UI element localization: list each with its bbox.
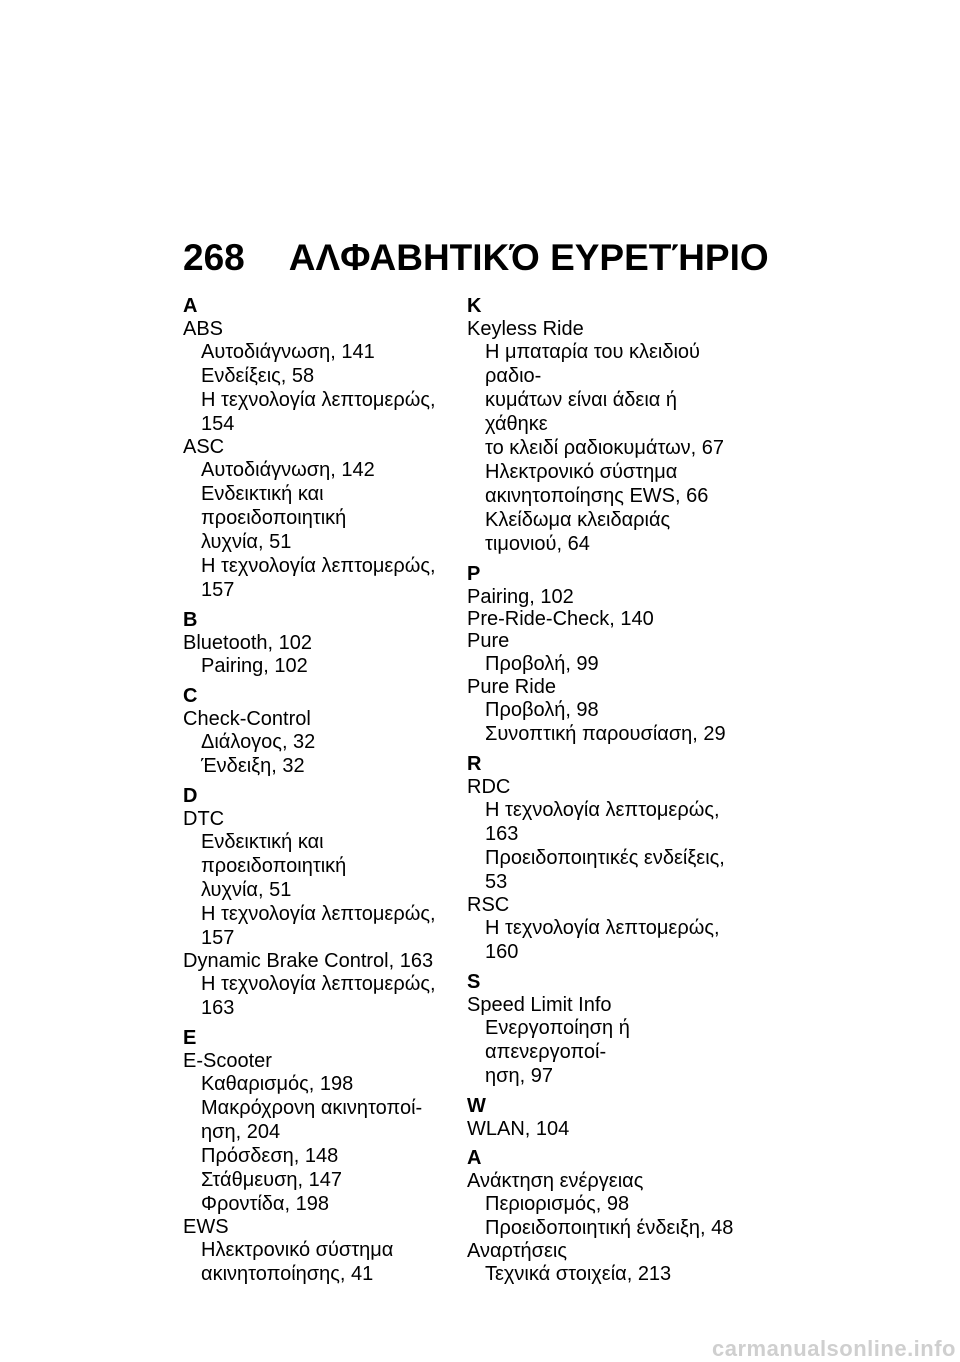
index-entry — [467, 894, 742, 964]
sub-entry-line: ηση, 97 — [485, 1065, 553, 1087]
sub-entry — [467, 1192, 742, 1216]
sub-entry-line: Τεχνικά στοιχεία, 213 — [485, 1263, 672, 1285]
sub-entry-line: Προβολή, 98 — [485, 699, 599, 721]
sub-entry-line: Στάθμευση, 147 — [201, 1169, 343, 1191]
sub-entry — [467, 652, 742, 676]
index-entry — [183, 950, 458, 1020]
sub-entry-line: Ηλεκτρονικό σύστημα — [485, 461, 678, 483]
entry-term: Bluetooth, 102 — [183, 632, 312, 654]
index-entry — [467, 776, 742, 894]
entry-term: RDC — [467, 776, 511, 798]
sub-entry-line: κυμάτων είναι άδεια ή χάθηκε — [485, 389, 678, 435]
sub-entry-line: λυχνία, 51 — [201, 531, 292, 553]
sub-entry-line: Αυτοδιάγνωση, 142 — [201, 459, 375, 481]
index-section — [183, 784, 458, 1020]
sub-entry-line: το κλειδί ραδιοκυμάτων, 67 — [485, 437, 725, 459]
index-section — [467, 294, 742, 556]
sub-entry — [467, 916, 742, 964]
page-header — [183, 236, 769, 280]
index-entry — [467, 586, 742, 608]
section-letter: Α — [467, 1147, 482, 1169]
sub-entry — [183, 340, 458, 364]
section-letter: P — [467, 563, 481, 585]
index-column-right — [467, 294, 742, 1292]
index-entry — [183, 1216, 458, 1286]
index-section — [183, 294, 458, 602]
sub-entry — [183, 554, 458, 602]
sub-entry — [183, 458, 458, 482]
sub-entry-line: Συνοπτική παρουσίαση, 29 — [485, 723, 726, 745]
sub-entry-line: ηση, 204 — [201, 1121, 281, 1143]
entry-term: Pairing, 102 — [467, 586, 574, 608]
sub-entry — [183, 972, 458, 1020]
index-section — [467, 752, 742, 964]
index-section — [467, 1146, 742, 1286]
entry-term: ASC — [183, 436, 225, 458]
sub-entry-line: Προειδοποιητικές ενδείξεις, 53 — [485, 847, 725, 893]
entry-term: EWS — [183, 1216, 229, 1238]
entry-term: RSC — [467, 894, 510, 916]
index-entry — [467, 1240, 742, 1286]
sub-entry — [467, 722, 742, 746]
sub-entry — [467, 508, 742, 556]
index-entry — [183, 632, 458, 678]
sub-entry — [467, 846, 742, 894]
sub-entry — [183, 1072, 458, 1096]
entry-term: Speed Limit Info — [467, 994, 612, 1016]
section-letter: E — [183, 1027, 197, 1049]
index-entry — [183, 708, 458, 778]
sub-entry-line: Καθαρισμός, 198 — [201, 1073, 354, 1095]
sub-entry-line: Pairing, 102 — [201, 655, 308, 677]
sub-entry-line: Η τεχνολογία λεπτομερώς, 160 — [485, 917, 720, 963]
sub-entry-line: Ένδειξη, 32 — [201, 755, 305, 777]
sub-entry-line: Διάλογος, 32 — [201, 731, 316, 753]
sub-entry — [183, 902, 458, 950]
entry-term: Αναρτήσεις — [467, 1240, 567, 1262]
sub-entry-line: Προβολή, 99 — [485, 653, 599, 675]
sub-entry-line: Προειδοποιητική ένδειξη, 48 — [485, 1217, 734, 1239]
sub-entry — [183, 388, 458, 436]
sub-entry-line: Ενεργοποίηση ή απενεργοποί- — [485, 1017, 630, 1063]
section-letter: C — [183, 685, 198, 707]
index-section — [467, 562, 742, 746]
section-letter: D — [183, 785, 198, 807]
sub-entry-line: λυχνία, 51 — [201, 879, 292, 901]
sub-entry — [467, 460, 742, 508]
entry-term: Keyless Ride — [467, 318, 584, 340]
sub-entry — [183, 364, 458, 388]
sub-entry — [183, 654, 458, 678]
section-letter: A — [183, 295, 198, 317]
index-entry — [183, 808, 458, 950]
sub-entry-line: Φροντίδα, 198 — [201, 1193, 329, 1215]
index-entry — [467, 630, 742, 676]
index-section — [467, 1094, 742, 1140]
sub-entry — [183, 1144, 458, 1168]
index-section — [467, 970, 742, 1088]
sub-entry-line: Ενδεικτική και προειδοποιητική — [201, 483, 347, 529]
sub-entry — [183, 1238, 458, 1286]
sub-entry — [183, 1096, 458, 1144]
sub-entry-line: Η μπαταρία του κλειδιού ραδιο- — [485, 341, 700, 387]
page-title: ΑΛΦΑΒΗΤΙΚΌ ΕΥΡΕΤΉΡΙΟ — [288, 237, 769, 278]
section-letter: W — [467, 1095, 486, 1117]
sub-entry-line: Η τεχνολογία λεπτομερώς, 154 — [201, 389, 436, 435]
index-entry — [467, 994, 742, 1088]
entry-term: WLAN, 104 — [467, 1118, 570, 1140]
sub-entry-line: Μακρόχρονη ακινητοποί- — [201, 1097, 423, 1119]
sub-entry-line: τιμονιού, 64 — [485, 533, 590, 555]
section-letter: S — [467, 971, 481, 993]
entry-term: Pure — [467, 630, 510, 652]
sub-entry — [467, 340, 742, 460]
sub-entry — [183, 830, 458, 902]
index-entry — [467, 676, 742, 746]
sub-entry — [467, 1016, 742, 1088]
entry-term: Ανάκτηση ενέργειας — [467, 1170, 644, 1192]
sub-entry-line: Αυτοδιάγνωση, 141 — [201, 341, 375, 363]
entry-term: Pure Ride — [467, 676, 556, 698]
index-entry — [467, 1170, 742, 1240]
sub-entry-line: Η τεχνολογία λεπτομερώς, 157 — [201, 555, 436, 601]
sub-entry — [467, 1262, 742, 1286]
index-section — [183, 1026, 458, 1286]
entry-term: Dynamic Brake Control, 163 — [183, 950, 434, 972]
entry-term: Check-Control — [183, 708, 311, 730]
index-section — [183, 608, 458, 678]
sub-entry-line: Ενδεικτική και προειδοποιητική — [201, 831, 347, 877]
entry-term: ABS — [183, 318, 224, 340]
index-entry — [183, 1050, 458, 1216]
sub-entry-line: ακινητοποίησης EWS, 66 — [485, 485, 709, 507]
index-entry — [467, 1118, 742, 1140]
section-letter: K — [467, 295, 482, 317]
sub-entry-line: Η τεχνολογία λεπτομερώς, 163 — [201, 973, 436, 1019]
entry-term: E-Scooter — [183, 1050, 272, 1072]
page-number: 268 — [183, 237, 245, 278]
sub-entry-line: Η τεχνολογία λεπτομερώς, 163 — [485, 799, 720, 845]
sub-entry-line: ακινητοποίησης, 41 — [201, 1263, 374, 1285]
sub-entry — [183, 754, 458, 778]
sub-entry — [183, 1192, 458, 1216]
entry-term: Pre-Ride-Check, 140 — [467, 608, 654, 630]
sub-entry — [467, 1216, 742, 1240]
index-section — [183, 684, 458, 778]
index-entry — [467, 608, 742, 630]
sub-entry-line: Ενδείξεις, 58 — [201, 365, 315, 387]
sub-entry — [183, 1168, 458, 1192]
sub-entry — [183, 730, 458, 754]
index-column-left — [183, 294, 458, 1292]
index-entry — [183, 318, 458, 436]
sub-entry-line: Ηλεκτρονικό σύστημα — [201, 1239, 394, 1261]
index-entry — [467, 318, 742, 556]
sub-entry-line: Η τεχνολογία λεπτομερώς, 157 — [201, 903, 436, 949]
sub-entry-line: Πρόσδεση, 148 — [201, 1145, 339, 1167]
sub-entry-line: Κλείδωμα κλειδαριάς — [485, 509, 671, 531]
entry-term: DTC — [183, 808, 225, 830]
sub-entry — [467, 698, 742, 722]
sub-entry-line: Περιορισμός, 98 — [485, 1193, 630, 1215]
watermark-text: carmanualsonline.info — [712, 1336, 956, 1361]
section-letter: R — [467, 753, 482, 775]
sub-entry — [183, 482, 458, 554]
sub-entry — [467, 798, 742, 846]
index-entry — [183, 436, 458, 602]
section-letter: B — [183, 609, 198, 631]
